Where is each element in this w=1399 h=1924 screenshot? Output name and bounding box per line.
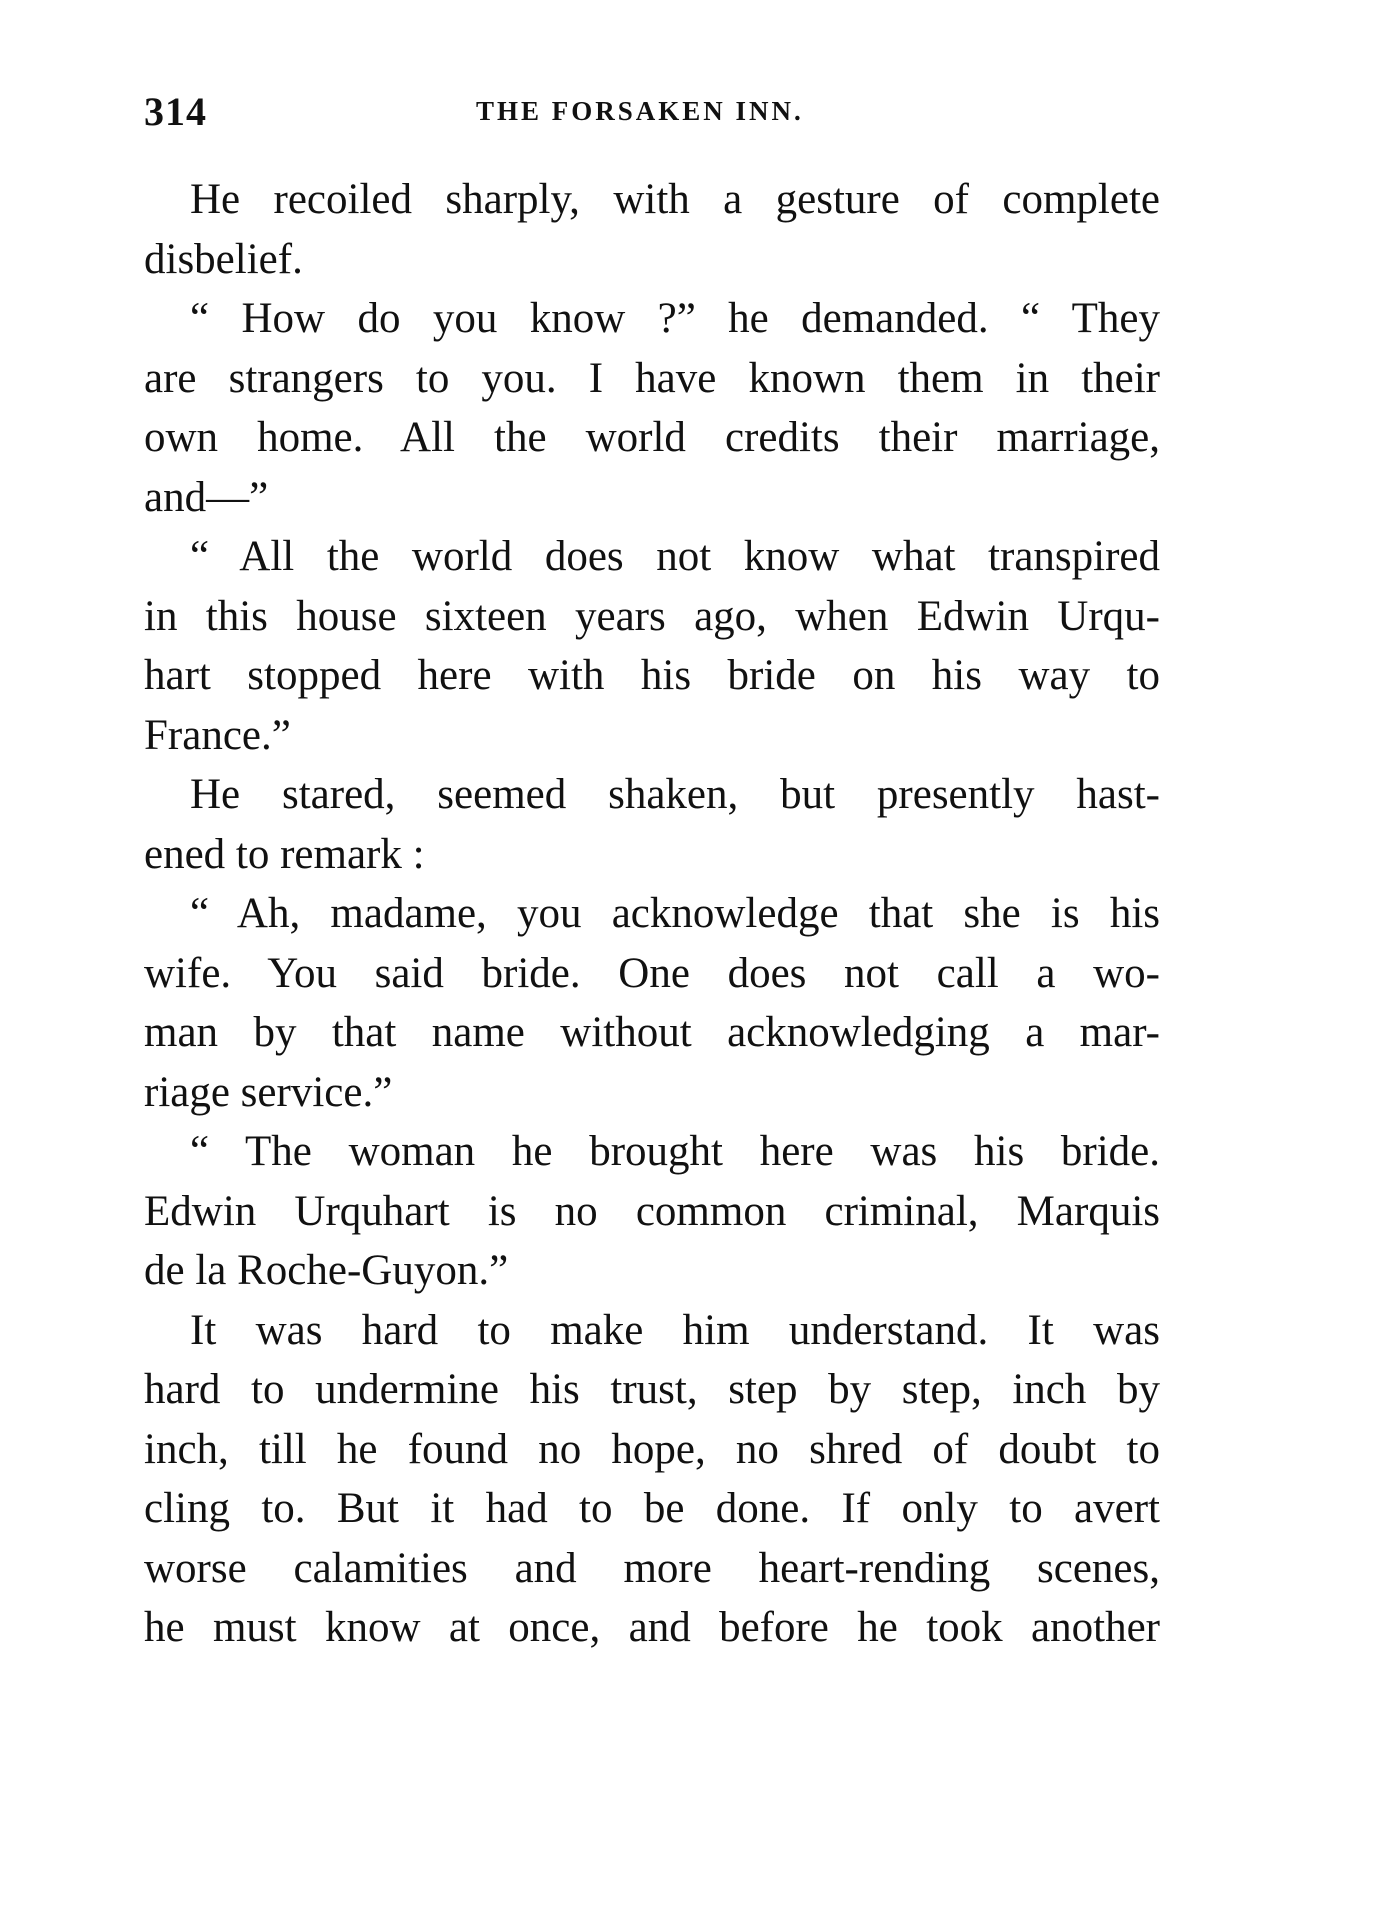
text-line: he must know at once, and before he took another (144, 1604, 1160, 1651)
page-number: 314 (144, 89, 207, 134)
text-line: inch, till he found no hope, no shred of doubt to (144, 1425, 1160, 1473)
body-text (144, 170, 1160, 1658)
text-line: hard to undermine his trust, step by step, inch by (144, 1366, 1160, 1413)
text-line: ened to remark : (144, 830, 425, 878)
text-line: hart stopped here with his bride on his way to (144, 652, 1160, 699)
text-line: France.” (144, 711, 291, 759)
text-line: disbelief. (144, 235, 303, 283)
text-line: “ Ah, madame, you acknowledge that she is his (190, 890, 1160, 937)
text-line: Edwin Urquhart is no common criminal, Marquis (144, 1187, 1160, 1235)
text-line: worse calamities and more heart-rending scenes, (144, 1544, 1160, 1592)
text-line: “ How do you know ?” he demanded. “ They (190, 295, 1160, 342)
text-line: “ All the world does not know what transpired (190, 533, 1160, 580)
text-line: riage service.” (144, 1068, 393, 1116)
text-line: own home. All the world credits their marriage, (144, 414, 1160, 461)
text-line: cling to. But it had to be done. If only to avert (144, 1485, 1160, 1532)
page-header (144, 88, 1160, 136)
text-line: It was hard to make him understand. It was (190, 1306, 1160, 1354)
text-line: and—” (144, 473, 269, 521)
text-line: are strangers to you. I have known them in their (144, 354, 1160, 402)
text-line: “ The woman he brought here was his bride. (190, 1128, 1160, 1175)
text-line: He recoiled sharply, with a gesture of complete (190, 176, 1160, 223)
text-line: wife. You said bride. One does not call a wo- (144, 949, 1160, 997)
text-line: de la Roche-Guyon.” (144, 1247, 509, 1294)
text-line: in this house sixteen years ago, when Edwin Urqu- (144, 592, 1160, 640)
text-line: He stared, seemed shaken, but presently hast- (190, 771, 1160, 818)
text-line: man by that name without acknowledging a mar- (144, 1009, 1160, 1056)
running-title: THE FORSAKEN INN. (476, 96, 804, 126)
